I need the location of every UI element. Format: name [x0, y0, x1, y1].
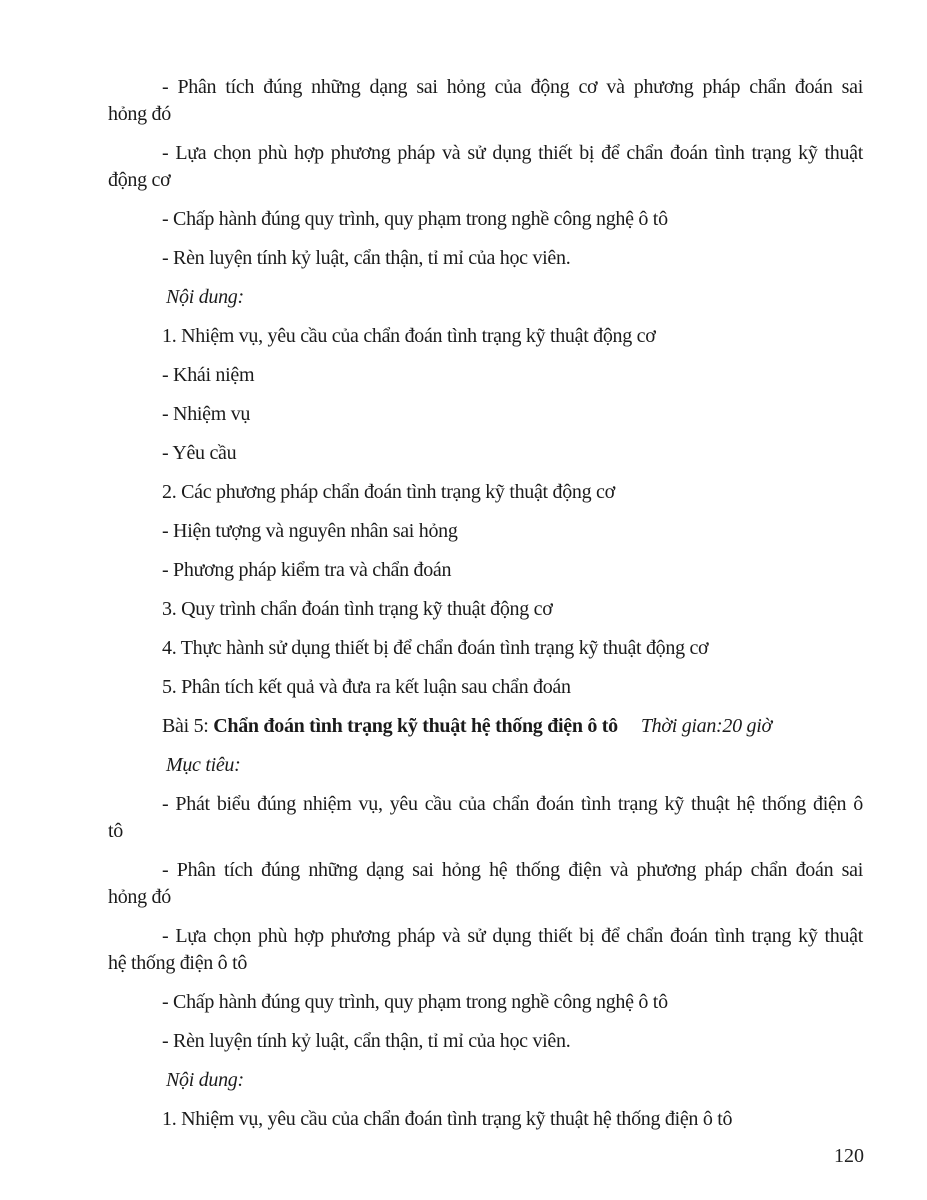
paragraph	[108, 791, 863, 845]
list-item: - Khái niệm	[162, 364, 255, 386]
section-label: Nội dung:	[166, 286, 244, 308]
list-item: - Nhiệm vụ	[162, 403, 251, 425]
paragraph: - Chấp hành đúng quy trình, quy phạm trong nghề công nghệ ô tô	[162, 208, 668, 230]
paragraph-line: hỏng đó	[108, 103, 171, 125]
section-label: Nội dung:	[166, 1069, 244, 1091]
list-item: - Yêu cầu	[162, 442, 237, 464]
paragraph-line: - Lựa chọn phù hợp phương pháp và sử dụng thiết bị để chẩn đoán tình trạng kỹ thuật	[162, 142, 863, 164]
list-item: - Phương pháp kiểm tra và chẩn đoán	[162, 559, 452, 581]
lesson-time: Thời gian:20 giờ	[640, 715, 772, 737]
lesson-title: Chẩn đoán tình trạng kỹ thuật hệ thống điện ô tô	[213, 715, 618, 737]
paragraph: - Chấp hành đúng quy trình, quy phạm trong nghề công nghệ ô tô	[162, 991, 668, 1013]
list-item: 4. Thực hành sử dụng thiết bị để chẩn đoán tình trạng kỹ thuật động cơ	[162, 637, 709, 659]
list-item: 1. Nhiệm vụ, yêu cầu của chẩn đoán tình trạng kỹ thuật hệ thống điện ô tô	[162, 1108, 733, 1130]
paragraph-line: - Lựa chọn phù hợp phương pháp và sử dụng thiết bị để chẩn đoán tình trạng kỹ thuật	[162, 925, 863, 947]
paragraph-line: - Phát biểu đúng nhiệm vụ, yêu cầu của chẩn đoán tình trạng kỹ thuật hệ thống điện ô	[162, 793, 863, 815]
paragraph-line: hệ thống điện ô tô	[108, 952, 248, 974]
section-label: Mục tiêu:	[166, 754, 241, 776]
page-number: 120	[834, 1145, 864, 1167]
paragraph: - Rèn luyện tính kỷ luật, cẩn thận, tỉ mỉ của học viên.	[162, 1030, 571, 1052]
list-item: 1. Nhiệm vụ, yêu cầu của chẩn đoán tình trạng kỹ thuật động cơ	[162, 325, 656, 347]
list-item: 2. Các phương pháp chẩn đoán tình trạng kỹ thuật động cơ	[162, 481, 615, 503]
list-item: - Hiện tượng và nguyên nhân sai hỏng	[162, 520, 458, 542]
paragraph	[108, 923, 863, 977]
paragraph-line: - Phân tích đúng những dạng sai hỏng hệ thống điện và phương pháp chẩn đoán sai	[162, 859, 863, 881]
lesson-heading	[108, 713, 863, 740]
paragraph	[108, 74, 863, 128]
paragraph	[108, 140, 863, 194]
list-item: 3. Quy trình chẩn đoán tình trạng kỹ thuật động cơ	[162, 598, 553, 620]
paragraph: - Rèn luyện tính kỷ luật, cẩn thận, tỉ mỉ của học viên.	[162, 247, 571, 269]
paragraph-line: - Phân tích đúng những dạng sai hỏng của động cơ và phương pháp chẩn đoán sai	[162, 76, 863, 98]
paragraph-line: động cơ	[108, 169, 171, 191]
paragraph-line: hỏng đó	[108, 886, 171, 908]
lesson-heading-prefix: Bài 5:	[162, 715, 214, 737]
list-item: 5. Phân tích kết quả và đưa ra kết luận sau chẩn đoán	[162, 676, 571, 698]
paragraph-line: tô	[108, 820, 123, 842]
paragraph	[108, 857, 863, 911]
